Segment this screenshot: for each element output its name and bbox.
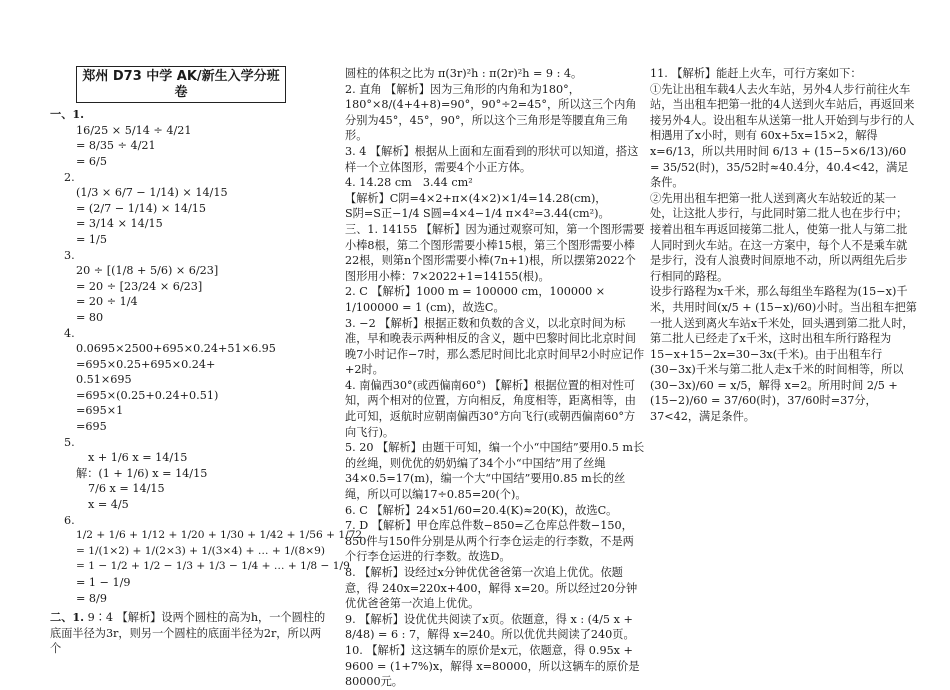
s3-q10: 10. 【解析】这这辆车的原价是x元，依题意，得 0.95x + 9600 = (1+7%)x，解得 x=80000，所以这辆车的原价是80000元。 bbox=[345, 643, 640, 689]
q4-step-2: =695×0.25+695×0.24+ bbox=[76, 357, 216, 371]
q2-label: 2. bbox=[64, 170, 75, 184]
q5-step-2: 解：(1 + 1/6) x = 14/15 bbox=[76, 466, 208, 480]
s2-q3: 3. 4 【解析】根据从上面和左面看到的形状可以知道，搭这样一个立体图形，需要4个小正方体。 bbox=[345, 144, 639, 174]
s3-q9: 9. 【解析】设优优共阅读了x页。依题意，得 x : (4/5 x + 8/48) = 6 : 7，解得 x=240。所以优优共阅读了240页。 bbox=[345, 612, 635, 642]
q3-step-1: 20 ÷ [(1/8 + 5/6) × 6/23] bbox=[76, 264, 219, 278]
q6-step-5: = 8/9 bbox=[76, 591, 107, 605]
q3-step-4: = 80 bbox=[76, 310, 104, 324]
q6-step-3: = 1 − 1/2 + 1/2 − 1/3 + 1/3 − 1/4 + … + 1/8 − 1/9 bbox=[76, 560, 350, 573]
column-3 bbox=[650, 66, 918, 425]
exam-title: 郑州 D73 中学 AK/新生入学分班卷 bbox=[76, 66, 286, 103]
q2-step-3: = 3/14 × 14/15 bbox=[76, 217, 163, 231]
q4-step-5: =695×1 bbox=[76, 404, 124, 418]
column-2 bbox=[345, 66, 645, 690]
q11-plan-2-calc: 设步行路程为x千米，那么每组坐车路程为(15−x)千米，共用时间(x/5 + (15−x)/60)小时。当出租车把第一批人送到离火车站x千米处，回头遇到第二批人时，第二批人已经走了x千米，这时出租车所行路程为15−x+15−2x=30−3x(千米)。由于出租车行(30−3x)千米与第二批人走x千米的时间相等，所以(30−3x)/60 = x/5，解得 x=2。所用时间 2/5 + (15−2)/60 = 37/60(时)，37/60时=37分，37<42，满足条件。 bbox=[650, 285, 917, 424]
s2-q4-line2: S阴=S正−1/4 S圆=4×4−1/4 π×4²=3.44(cm²)。 bbox=[345, 207, 610, 221]
q4-step-6: =695 bbox=[76, 420, 107, 434]
q11-heading: 11. 【解析】能赶上火车，可行方案如下： bbox=[650, 67, 862, 80]
q11-plan-2: ②先用出租车把第一批人送到离火车站较近的某一处，让这批人步行，与此同时第二批人也在步行中；接着出租车再返回接第二批人，使第一批人与第二批人同时到火车站。在这一方案中，每个人不是乘车就是步行，没有人浪费时间原地不动，所以两组先后步行相同的路程。 bbox=[650, 191, 908, 283]
s3-q8: 8. 【解析】设经过x分钟优优爸爸第一次追上优优。依题意，得 240x=220x+400，解得 x=20。所以经过20分钟优优爸爸第一次追上优优。 bbox=[345, 566, 638, 611]
q5-label: 5. bbox=[64, 435, 75, 449]
s3-q3: 3. −2 【解析】根据正数和负数的含义，以北京时间为标准，早和晚表示两种相反的含义，题中巴黎时间比北京时间晚7小时记作−7时，那么悉尼时间比北京时间早2小时应记作+2时。 bbox=[345, 316, 645, 377]
q11-plan-1: ①先让出租车载4人去火车站，另外4人步行前往火车站，当出租车把第一批的4人送到火车站后，再返回来接另外4人。设出租车从送第一批人开始到与步行的人相遇用了x小时，则有 60x+5x=15×2，解得 x=6/13，所以共用时间 6/13 + (15−5×6/13)/60 = 35/52(时)，35/52时≈40.4分，40.4<42，满足条件。 bbox=[650, 82, 915, 190]
q6-label: 6. bbox=[64, 513, 75, 527]
section-2-q1: 二、1. 9∶4 【解析】设两个圆柱的高为h，一个圆柱的底面半径为3r，则另一个圆柱的底面半径为2r，所以两个 bbox=[50, 610, 326, 656]
q5-step-3: 7/6 x = 14/15 bbox=[88, 482, 165, 496]
q4-step-1: 0.0695×2500+695×0.24+51×6.95 bbox=[76, 342, 276, 356]
q1-step-3: = 6/5 bbox=[76, 154, 107, 168]
s3-q7: 7. D 【解析】甲仓库总件数−850=乙仓库总件数−150，850件与150件分别是从两个行李仓运走的行李数，不是两个行李仓运进的行李数。故选D。 bbox=[345, 519, 634, 564]
q3-step-3: = 20 ÷ 1/4 bbox=[76, 295, 138, 309]
s2-q1-cont: 圆柱的体积之比为 π(3r)²h : π(2r)²h = 9 : 4。 bbox=[345, 67, 583, 80]
s3-q1: 三、1. 14155 【解析】因为通过观察可知，第一个图形需要小棒8根，第二个图形需要小棒15根，第三个图形需要小棒22根，则第n个图形需要小棒(7n+1)根，所以摆第2022个图形用小棒：7×2022+1=14155(根)。 bbox=[345, 222, 645, 283]
q4-step-4: =695×(0.25+0.24+0.51) bbox=[76, 388, 219, 402]
q3-step-2: = 20 ÷ [23/24 × 6/23] bbox=[76, 279, 203, 293]
s3-q6: 6. C 【解析】24×51/60=20.4(K)≈20(K)，故选C。 bbox=[345, 503, 618, 517]
q2-step-1: (1/3 × 6/7 − 1/14) × 14/15 bbox=[76, 186, 228, 200]
q1-label: 一、1. bbox=[50, 107, 85, 122]
q1-step-1: 16/25 × 5/14 ÷ 4/21 bbox=[76, 123, 192, 137]
s2-q2: 2. 直角 【解析】因为三角形的内角和为180°，180°×8/(4+4+8)=90°，90°÷2=45°，所以这三个内角分别为45°，45°，90°，所以这个三角形是等腰直角三角形。 bbox=[345, 82, 637, 143]
q2-step-4: = 1/5 bbox=[76, 232, 107, 246]
q5-step-4: x = 4/5 bbox=[88, 498, 129, 512]
q5-step-1: x + 1/6 x = 14/15 bbox=[88, 451, 188, 465]
s3-q5: 5. 20 【解析】由题干可知，编一个小“中国结”要用0.5 m长的丝绳，则优优的奶奶编了34个小“中国结”用了丝绳34×0.5=17(m)，编一个大“中国结”要用0.85 m长的丝绳，所以可以编17÷0.85=20(个)。 bbox=[345, 441, 645, 502]
q4-step-3: 0.51×695 bbox=[76, 373, 132, 387]
q1-step-2: = 8/35 ÷ 4/21 bbox=[76, 139, 156, 153]
s3-q2: 2. C 【解析】1000 m = 100000 cm，100000 × 1/100000 = 1 (cm)，故选C。 bbox=[345, 285, 606, 314]
q2-step-2: = (2/7 − 1/14) × 14/15 bbox=[76, 201, 207, 215]
column-1 bbox=[50, 0, 363, 657]
q6-step-4: = 1 − 1/9 bbox=[76, 576, 131, 589]
s2-q4-answer: 4. 14.28 cm 3.44 cm² bbox=[345, 176, 473, 190]
q6-step-2: = 1/(1×2) + 1/(2×3) + 1/(3×4) + … + 1/(8×9) bbox=[76, 544, 326, 557]
s2-q4-line1: 【解析】C阴=4×2+π×(4×2)×1/4=14.28(cm)， bbox=[345, 191, 607, 205]
q4-label: 4. bbox=[64, 326, 75, 340]
q3-label: 3. bbox=[64, 248, 75, 262]
q6-step-1: 1/2 + 1/6 + 1/12 + 1/20 + 1/30 + 1/42 + 1/56 + 1/72 bbox=[76, 529, 363, 542]
s3-q4: 4. 南偏西30°(或西偏南60°) 【解析】根据位置的相对性可知，两个相对的位置，方向相反，角度相等，距离相等，由此可知，返航时应朝南偏西30°方向飞行(或朝西偏南60°方向飞行)。 bbox=[345, 378, 636, 439]
